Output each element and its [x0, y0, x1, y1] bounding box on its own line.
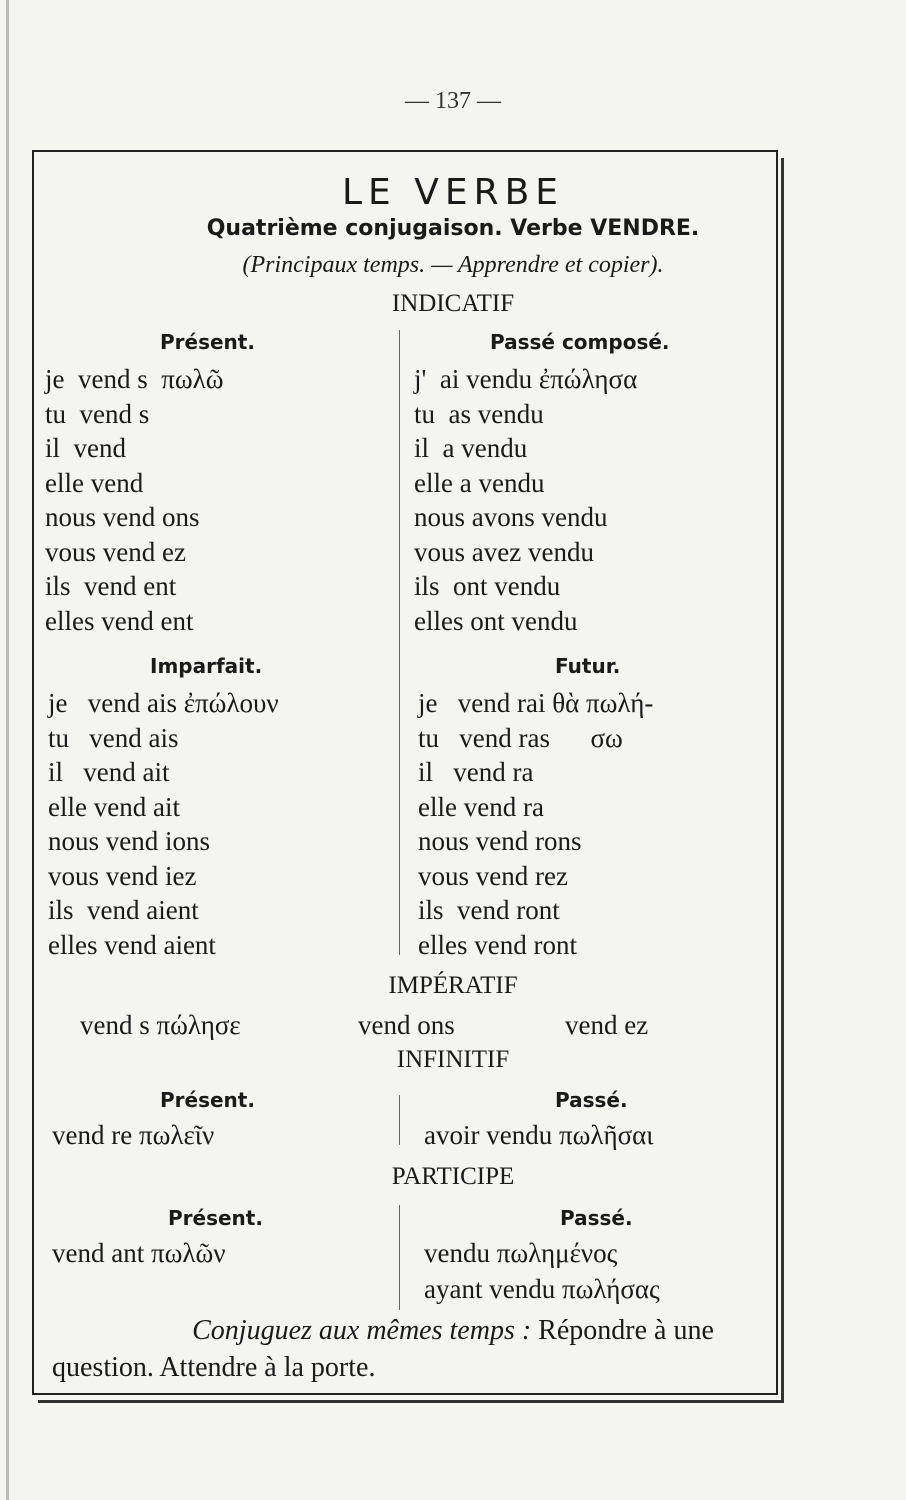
passe-compose-line: il a vendu: [414, 433, 528, 463]
imparfait-line: il vend ait: [48, 757, 170, 787]
futur-line: nous vend rons: [418, 826, 582, 856]
exercise-line-2: question. Attendre à la porte.: [52, 1352, 376, 1383]
imparfait-conjugation: [48, 688, 279, 964]
imparfait-line: ils vend aient: [48, 895, 199, 925]
passe-compose-line: tu as vendu: [414, 398, 544, 429]
futur-line: vous vend rez: [418, 860, 568, 891]
infinitif-present-label: Présent.: [160, 1088, 255, 1112]
present-line: il vend: [45, 433, 126, 463]
futur-conjugation: [418, 688, 653, 964]
tense-label-present: Présent.: [160, 330, 255, 354]
present-line: elle vend: [45, 467, 144, 498]
present-conjugation: [45, 364, 224, 640]
present-line: je vend s πωλῶ: [45, 364, 224, 394]
participe-present-value: vend ant πωλῶν: [52, 1238, 226, 1268]
present-line: ils vend ent: [45, 571, 177, 601]
futur-line: il vend ra: [418, 757, 534, 787]
futur-line: elle vend ra: [418, 791, 544, 822]
participe-passe-value: vendu πωλημένος: [424, 1238, 618, 1268]
present-line: nous vend ons: [45, 502, 200, 532]
imparfait-line: elle vend ait: [48, 791, 180, 822]
heading-imperatif: IMPÉRATIF: [388, 972, 518, 999]
tense-label-futur: Futur.: [555, 654, 621, 678]
futur-line: tu vend ras σω: [418, 722, 623, 753]
futur-line: je vend rai θὰ πωλή-: [418, 688, 654, 718]
tense-label-imparfait: Imparfait.: [150, 654, 263, 678]
exercise-line-1: [0, 1315, 906, 1347]
participe-passe-value: ayant vendu πωλήσας: [424, 1274, 660, 1304]
exercise-task: Répondre à une: [531, 1315, 714, 1346]
imperatif-form: vend s πώλησε: [80, 1010, 241, 1040]
present-line: tu vend s: [45, 398, 150, 429]
futur-line: ils vend ront: [418, 895, 560, 925]
heading-participe: PARTICIPE: [391, 1163, 515, 1190]
column-divider-participe: [399, 1205, 400, 1310]
passe-compose-line: nous avons vendu: [414, 502, 608, 532]
imperatif-form: vend ez: [565, 1010, 649, 1040]
passe-compose-line: vous avez vendu: [414, 536, 594, 567]
imparfait-line: elles vend aient: [48, 929, 216, 960]
passe-compose-conjugation: [414, 364, 637, 640]
passe-compose-line: ils ont vendu: [414, 571, 561, 601]
column-divider-indicatif: [399, 330, 400, 955]
infinitif-present-value: vend re πωλεῖν: [52, 1120, 215, 1150]
passe-compose-line: j' ai vendu ἐπώλησα: [414, 364, 638, 394]
imparfait-line: vous vend iez: [48, 860, 197, 891]
heading-infinitif: INFINITIF: [396, 1046, 510, 1073]
imparfait-line: tu vend ais: [48, 722, 179, 753]
imparfait-line: je vend ais ἐπώλουν: [48, 688, 279, 718]
heading-indicatif: INDICATIF: [391, 290, 515, 317]
infinitif-passe-value: avoir vendu πωλῆσαι: [424, 1120, 654, 1150]
passe-compose-line: elles ont vendu: [414, 605, 578, 636]
infinitif-passe-label: Passé.: [555, 1088, 628, 1112]
present-line: vous vend ez: [45, 536, 186, 567]
passe-compose-line: elle a vendu: [414, 467, 545, 498]
page-title: LE VERBE: [341, 172, 565, 213]
participe-present-label: Présent.: [168, 1206, 263, 1230]
instruction-note: (Principaux temps. — Apprendre et copier).: [242, 252, 664, 278]
imparfait-line: nous vend ions: [48, 826, 210, 856]
subtitle: Quatrième conjugaison. Verbe VENDRE.: [206, 216, 700, 241]
present-line: elles vend ent: [45, 605, 194, 636]
page-number: — 137 —: [405, 88, 501, 114]
imperatif-form: vend ons: [358, 1010, 455, 1040]
participe-passe-label: Passé.: [560, 1206, 633, 1230]
tense-label-passe-compose: Passé composé.: [490, 330, 670, 354]
futur-line: elles vend ront: [418, 929, 577, 960]
column-divider-infinitif: [399, 1095, 400, 1145]
exercise-instruction: Conjuguez aux mêmes temps :: [192, 1315, 532, 1346]
